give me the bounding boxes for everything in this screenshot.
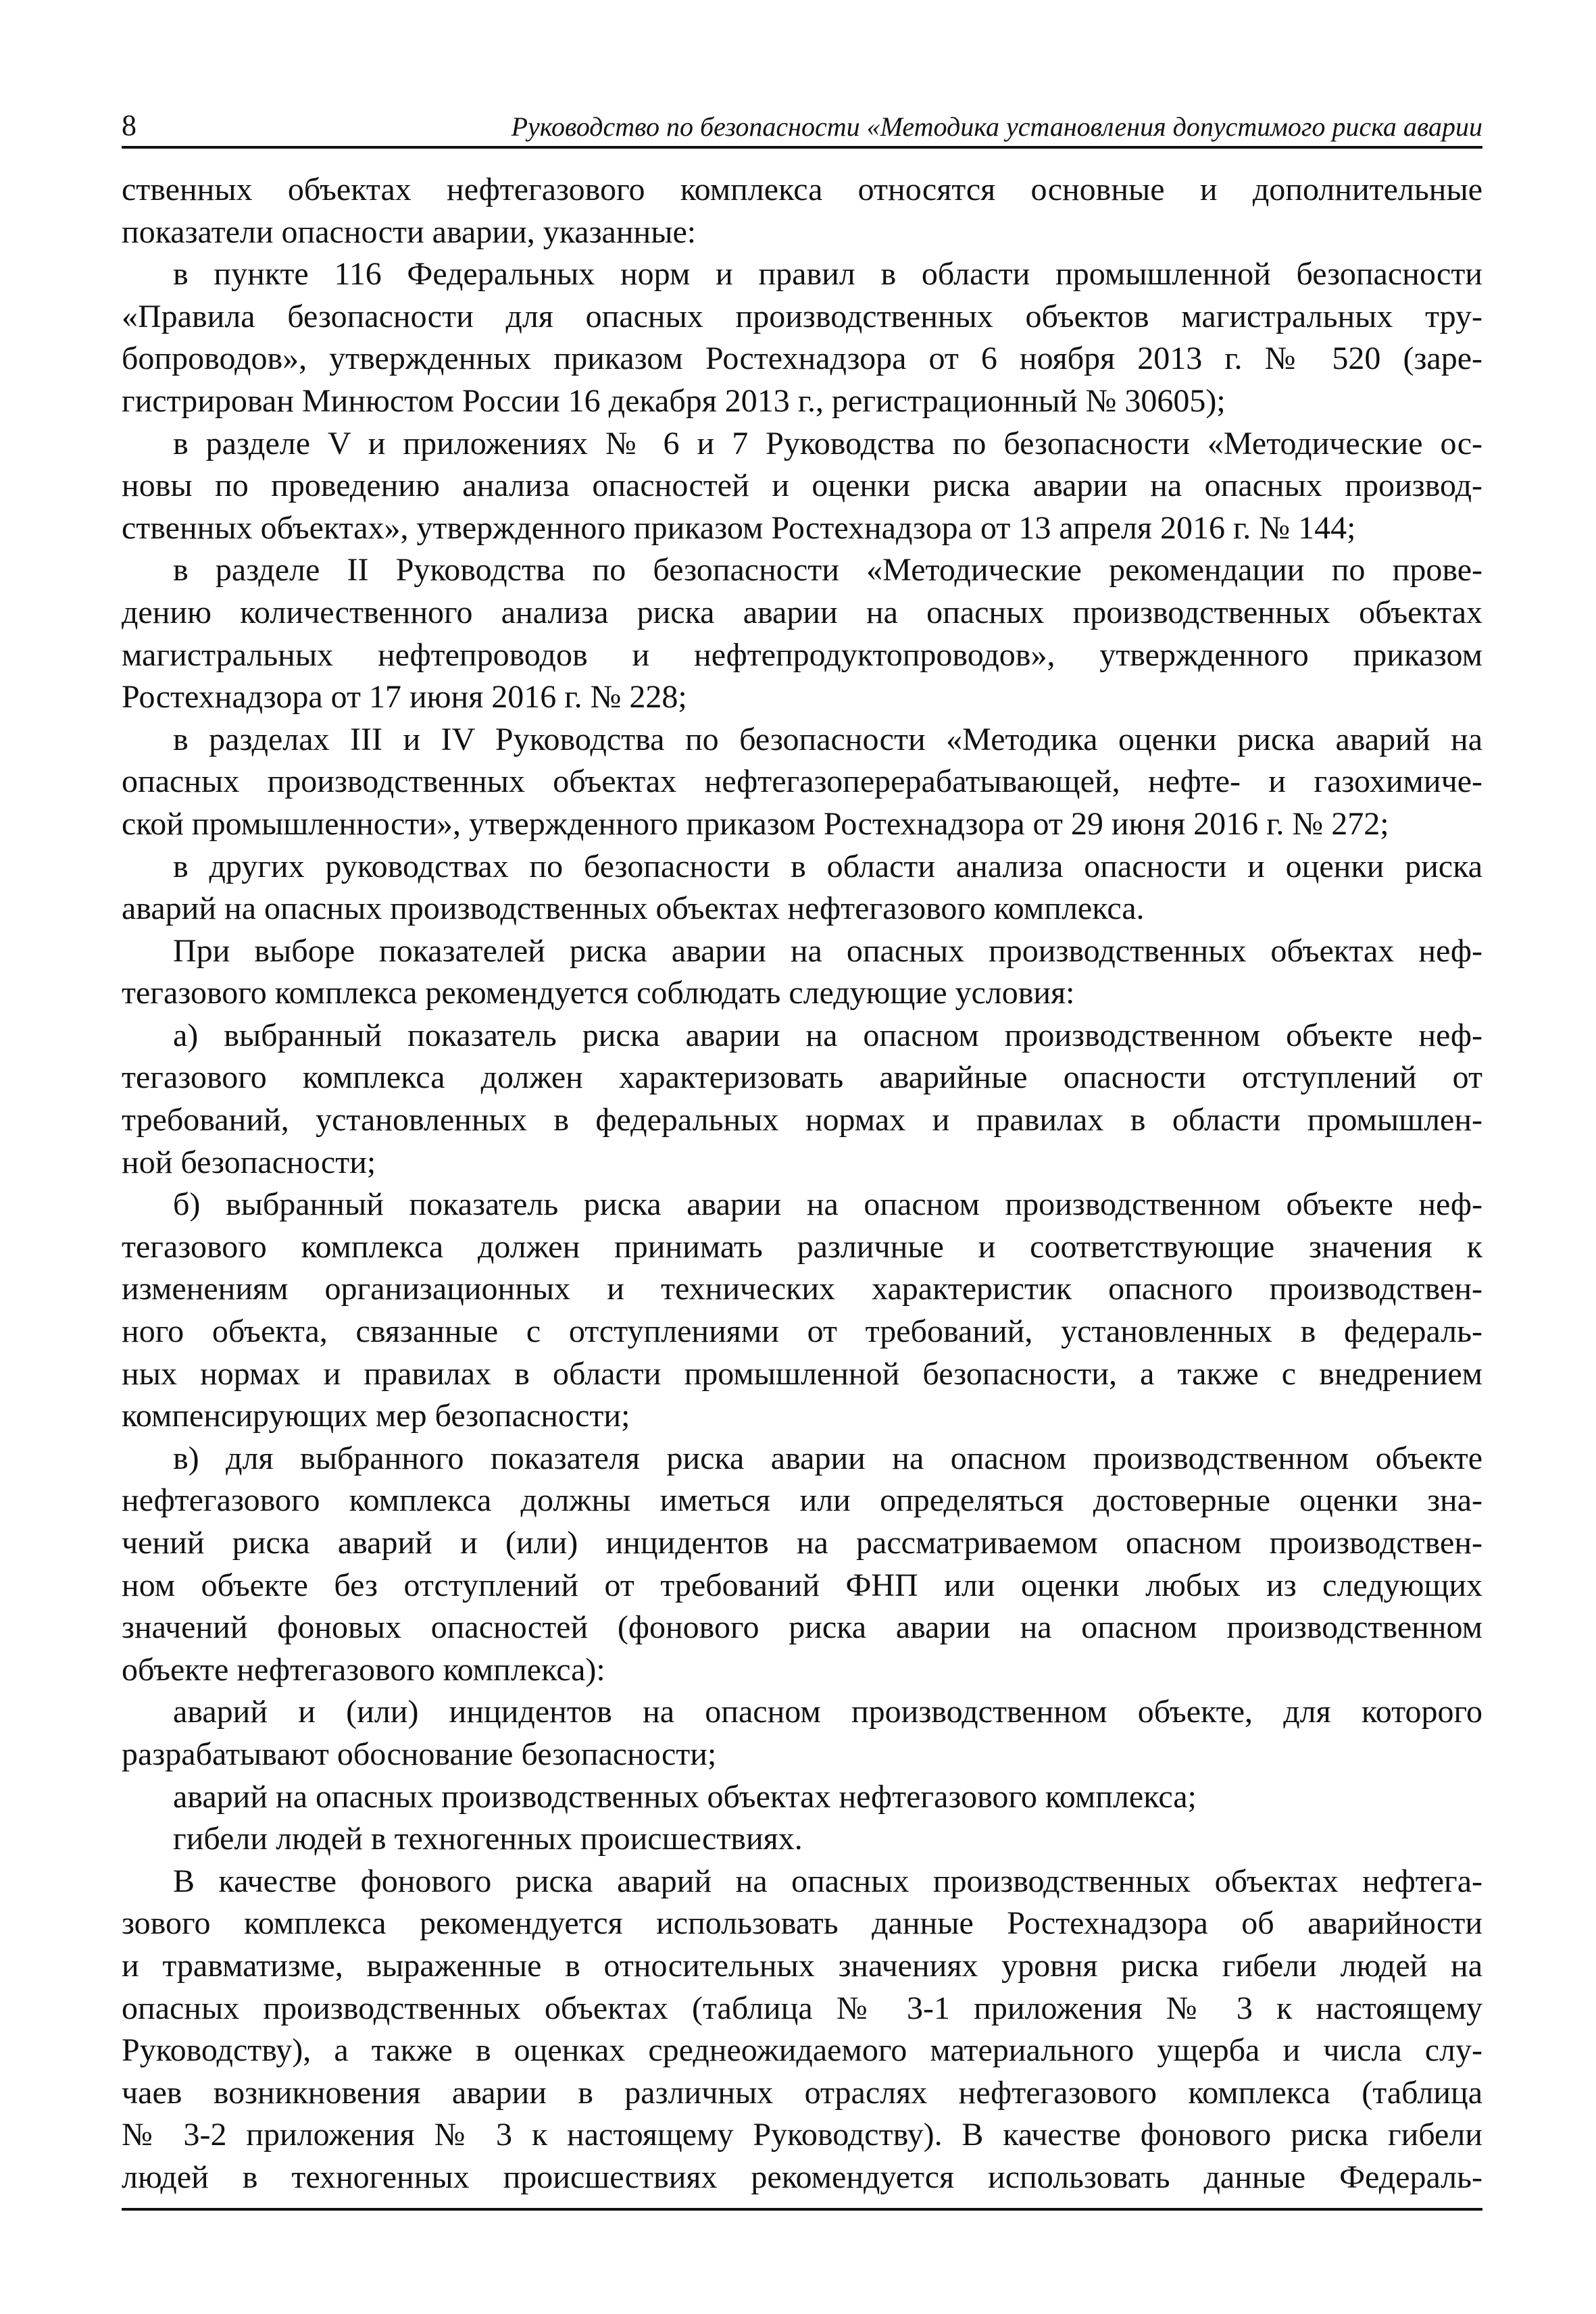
text-line: в разделе II Руководства по безопасности «Методические рекомендации по прове- — [173, 552, 1482, 588]
text-line: чаев возникновения аварии в различных отраслях нефтегазового комплекса (таблица — [122, 2074, 1482, 2111]
text-line: тегазового комплекса должен характеризовать аварийные опасности отступлений от — [122, 1059, 1482, 1096]
text-line: магистральных нефтепроводов и нефтепродуктопроводов», утвержденного приказом — [122, 636, 1482, 673]
paragraph — [122, 930, 1482, 1015]
text-line: аварий на опасных производственных объектах нефтегазового комплекса; — [173, 1778, 1197, 1815]
text-line: показатели опасности аварии, указанные: — [122, 213, 697, 250]
paragraph — [122, 1184, 1482, 1438]
text-line: требований, установленных в федеральных нормах и правилах в области промышлен- — [122, 1102, 1482, 1138]
paragraph — [122, 1438, 1482, 1692]
text-line: В качестве фонового риска аварий на опасных производственных объектах нефтега- — [173, 1863, 1482, 1899]
text-line: ных нормах и правилах в области промышленной безопасности, а также с внедрением — [122, 1355, 1482, 1392]
paragraph — [122, 423, 1482, 550]
text-line: опасных производственных объектах нефтегазоперерабатывающей, нефте- и газохимиче- — [122, 763, 1482, 800]
paragraph — [122, 549, 1482, 718]
paragraph — [122, 253, 1482, 422]
text-line: людей в техногенных происшествиях рекомендуется использовать данные Федераль- — [122, 2159, 1482, 2195]
text-line: компенсирующих мер безопасности; — [122, 1398, 630, 1434]
text-line: ного объекта, связанные с отступлениями от требований, установленных в федераль- — [122, 1313, 1482, 1350]
text-line: в) для выбранного показателя риска аварии на опасном производственном объекте — [173, 1440, 1482, 1476]
text-line: и травматизме, выраженные в относительных значениях уровня риска гибели людей на — [122, 1947, 1482, 1984]
text-line: № 3-2 приложения № 3 к настоящему Руководству). В качестве фонового риска гибели — [122, 2117, 1482, 2153]
text-line: аварий на опасных производственных объектах нефтегазового комплекса. — [122, 890, 1145, 927]
paragraph — [122, 1776, 1482, 1819]
text-line: в других руководствах по безопасности в области анализа опасности и оценки риска — [173, 848, 1482, 884]
text-line: гистрирован Минюстом России 16 декабря 2013 г., регистрационный № 30605); — [122, 382, 1226, 419]
page-header — [122, 108, 1482, 146]
text-line: а) выбранный показатель риска аварии на опасном производственном объекте неф- — [173, 1017, 1482, 1053]
text-line: «Правила безопасности для опасных производственных объектов магистральных тру- — [122, 298, 1482, 334]
text-line: дению количественного анализа риска аварии на опасных производственных объектах — [122, 594, 1482, 630]
header-rule — [122, 146, 1482, 149]
text-line: Руководству), а также в оценках среднеожидаемого материального ущерба и числа слу- — [122, 2032, 1482, 2069]
paragraph — [122, 1861, 1482, 2199]
footer-rule — [122, 2208, 1482, 2211]
text-line: нефтегазового комплекса должны иметься или определяться достоверные оценки зна- — [122, 1482, 1482, 1519]
running-title: Руководство по безопасности «Методика установления допустимого риска аварии — [511, 111, 1482, 142]
text-line: ственных объектах», утвержденного приказом Ростехнадзора от 13 апреля 2016 г. № 144; — [122, 509, 1356, 546]
text-line: чений риска аварий и (или) инцидентов на рассматриваемом опасном производствен- — [122, 1525, 1482, 1561]
paragraph — [122, 169, 1482, 253]
text-line: тегазового комплекса рекомендуется соблюдать следующие условия: — [122, 975, 1075, 1011]
paragraph — [122, 719, 1482, 846]
text-line: опасных производственных объектах (таблица № 3-1 приложения № 3 к настоящему — [122, 1990, 1482, 2026]
text-line: ской промышленности», утвержденного приказом Ростехнадзора от 29 июня 2016 г. № 272; — [122, 805, 1389, 842]
text-line: аварий и (или) инцидентов на опасном производственном объекте, для которого — [173, 1694, 1482, 1730]
text-line: изменениям организационных и технических характеристик опасного производствен- — [122, 1271, 1482, 1307]
paragraph — [122, 846, 1482, 930]
text-line: значений фоновых опасностей (фонового риска аварии на опасном производственном — [122, 1609, 1482, 1646]
text-line: новы по проведению анализа опасностей и оценки риска аварии на опасных производ- — [122, 468, 1482, 504]
page-number: 8 — [122, 109, 136, 142]
document-body — [122, 169, 1482, 2199]
text-line: разрабатывают обоснование безопасности; — [122, 1736, 717, 1772]
paragraph — [122, 1691, 1482, 1776]
text-line: ном объекте без отступлений от требований ФНП или оценки любых из следующих — [122, 1567, 1482, 1603]
text-line: в разделе V и приложениях № 6 и 7 Руководства по безопасности «Методические ос- — [173, 425, 1482, 461]
text-line: зового комплекса рекомендуется использовать данные Ростехнадзора об аварийности — [122, 1905, 1482, 1942]
text-line: Ростехнадзора от 17 июня 2016 г. № 228; — [122, 679, 687, 715]
text-line: ственных объектах нефтегазового комплекса относятся основные и дополнительные — [122, 172, 1482, 207]
text-line: При выборе показателей риска аварии на опасных производственных объектах неф- — [173, 932, 1482, 969]
text-line: б) выбранный показатель риска аварии на опасном производственном объекте неф- — [173, 1186, 1482, 1223]
text-line: гибели людей в техногенных происшествиях. — [173, 1821, 803, 1857]
paragraph — [122, 1015, 1482, 1184]
text-line: бопроводов», утвержденных приказом Ростехнадзора от 6 ноября 2013 г. № 520 (заре- — [122, 341, 1482, 377]
text-line: ной безопасности; — [122, 1144, 376, 1180]
paragraph — [122, 1818, 1482, 1861]
text-line: объекте нефтегазового комплекса): — [122, 1651, 605, 1688]
text-line: тегазового комплекса должен принимать различные и соответствующие значения к — [122, 1228, 1482, 1265]
text-line: в разделах III и IV Руководства по безопасности «Методика оценки риска аварий на — [173, 721, 1482, 757]
text-line: в пункте 116 Федеральных норм и правил в области промышленной безопасности — [173, 256, 1482, 293]
